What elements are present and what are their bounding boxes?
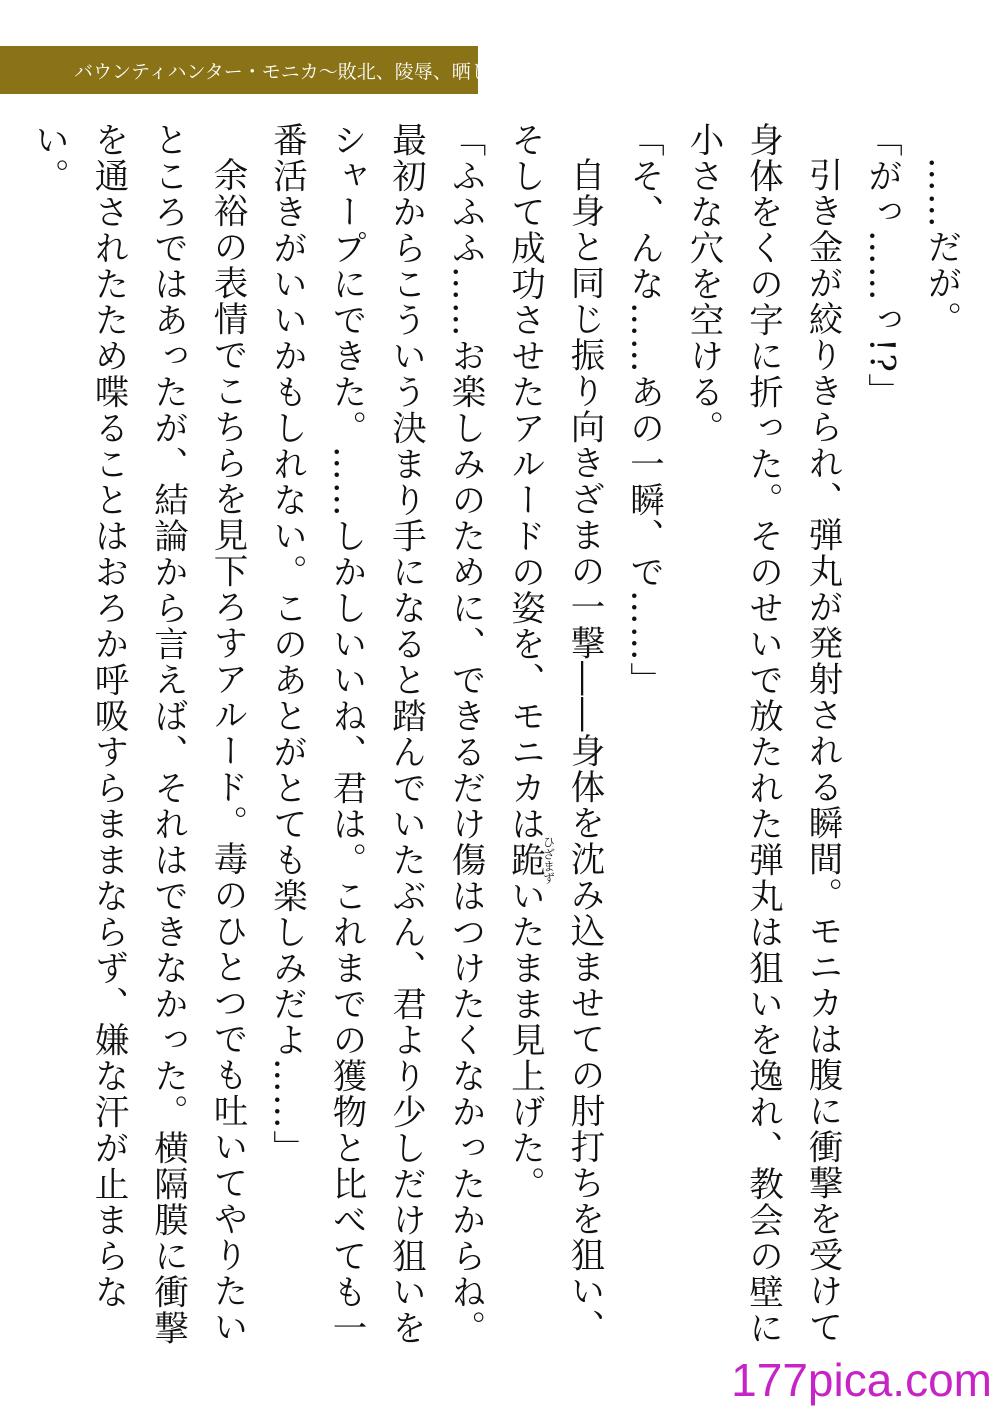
book-title: バウンティハンター・モニカ〜敗北、陵辱、晒し者〜 [74,60,528,83]
dialogue-paragraph: 「がっ……っ!?」 [861,122,902,410]
dialogue-paragraph: 「ふふふ……お楽しみのために、できるだけ傷はつけたくなかったからね。最初からこういう決まり手になると踏んでいたぶん、君より少しだけ狙いをシャープにできた。……しかしいいね、君は。これまでの獲物と比べても一番活きがいいかもしれない。このあとがとても楽しみだよ……」 [266,122,485,1346]
dialogue-paragraph: 「そ、んな……あの一瞬、で……」 [623,122,664,698]
header-band [0,46,528,94]
paragraph: 引き金が絞りきられ、弾丸が発射される瞬間。モニカは腹に衝撃を受けて身体をくの字に折った。そのせいで放たれた弾丸は狙いを逸れ、教会の壁に小さな穴を空ける。 [683,122,842,1346]
ruby-base: 跪 [504,836,545,884]
paragraph-segment: いたまま見上げた。 [504,878,545,1202]
paragraph-with-ruby [494,122,613,1352]
ruby-reading: ひざまず [541,836,556,884]
ruby-annotation [504,836,556,884]
paragraph: ……だが。 [921,156,961,337]
paragraph: 余裕の表情でこちらを見下ろすアルード。毒のひとつでも吐いてやりたいところではあったが、結論から言えば、それはできなかった。横隔膜に衝撃を通されたため喋ることはおろか呼吸すらままならず、嫌な汗が止まらない。 [28,122,247,1346]
novel-text-body [28,122,970,1352]
paragraph-segment: 自身と同じ振り向きざまの一撃――身体を沈み込ませての肘打ちを狙い、そして成功させたアルードの姿を、モニカは [504,122,604,1345]
watermark-text: 177pica.com [731,1354,992,1406]
